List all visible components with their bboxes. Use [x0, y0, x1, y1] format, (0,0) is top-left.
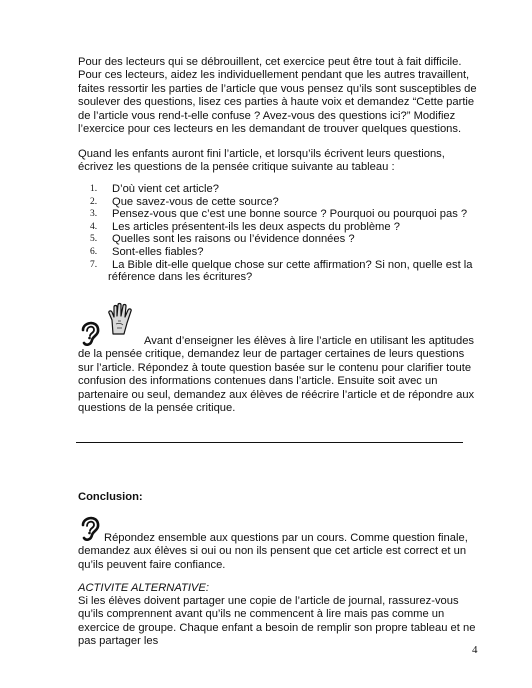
list-number: 2.	[90, 196, 98, 207]
critical-thinking-questions	[90, 183, 488, 284]
paragraph-before-teaching: Avant d’enseigner les élèves à lire l’article en utilisant les aptitudes de la pensée critique, demandez leur de partager certaines de leurs questions sur l’article. Répondez à toute question basée sur le contenu pour clarifier toute confusion des informations contenues dans l’article. Ensuite soit avec un partenaire ou seul, demandez aux élèves de réécrire l’article et de répondre aux questions de la pensée critique.	[78, 335, 475, 415]
list-item	[90, 208, 488, 221]
list-number: 7.	[90, 259, 98, 270]
list-number: 5.	[90, 234, 98, 245]
page-number: 4	[472, 644, 478, 656]
conclusion-heading: Conclusion:	[78, 491, 143, 503]
paragraph-alternative-activity: Si les élèves doivent partager une copie de l’article de journal, rassurez-vous qu’ils comprennent avant qu’ils ne commencent à lire mais pas comme un exercice de groupe. Chaque enfant a besoin de remplir son propre tableau et ne pas partager les	[78, 595, 476, 648]
list-item	[90, 245, 488, 259]
question-text: Pensez-vous que c’est une bonne source ? Pourquoi ou pourquoi pas ?	[112, 208, 468, 221]
paragraph-struggling-readers: Pour des lecteurs qui se débrouillent, cet exercice peut être tout à fait difficile. Pour ces lecteurs, aidez les individuellement pendant que les autres travaillent, faites ressortir les parties de l’article que vous pensez qu’ils sont susceptibles de soulever des questions, lisez ces parties à haute voix et demandez “Cette partie de l’article vous rend-t-elle confuse ? Avez-vous des questions ici?” Modifiez l’exercice pour ces lecteurs en les demandant de trouver quelques questions.	[78, 56, 477, 136]
list-number: 3.	[90, 209, 98, 220]
question-text: Quelles sont les raisons ou l’évidence données ?	[112, 233, 355, 246]
list-number: 4.	[90, 221, 98, 232]
question-text: Les articles présentent-ils les deux aspects du problème ?	[112, 220, 400, 233]
list-item	[90, 195, 488, 209]
list-item	[90, 258, 488, 284]
horizontal-divider	[76, 442, 463, 443]
question-text: Que savez-vous de cette source?	[112, 195, 279, 208]
alternative-activity-heading: ACTIVITE ALTERNATIVE:	[78, 582, 209, 594]
list-number: 6.	[90, 246, 98, 257]
list-item	[90, 220, 488, 234]
paragraph-write-questions: Quand les enfants auront fini l’article, et lorsqu’ils écrivent leurs questions, écrivez les questions de la pensée critique suivante au tableau :	[78, 148, 445, 174]
question-text: La Bible dit-elle quelque chose sur cette affirmation? Si non, quelle est la référence dans les écritures?	[108, 258, 473, 284]
list-number: 1.	[90, 184, 98, 194]
question-text: D’où vient cet article?	[112, 183, 219, 195]
paragraph-conclusion: Répondez ensemble aux questions par un cours. Comme question finale, demandez aux élèves si oui ou non ils pensent que cet article est correct et un qu’ils peuvent faire confiance.	[78, 532, 468, 571]
question-text: Sont-elles fiables?	[112, 245, 204, 258]
list-item	[90, 233, 488, 246]
list-item	[90, 183, 488, 196]
